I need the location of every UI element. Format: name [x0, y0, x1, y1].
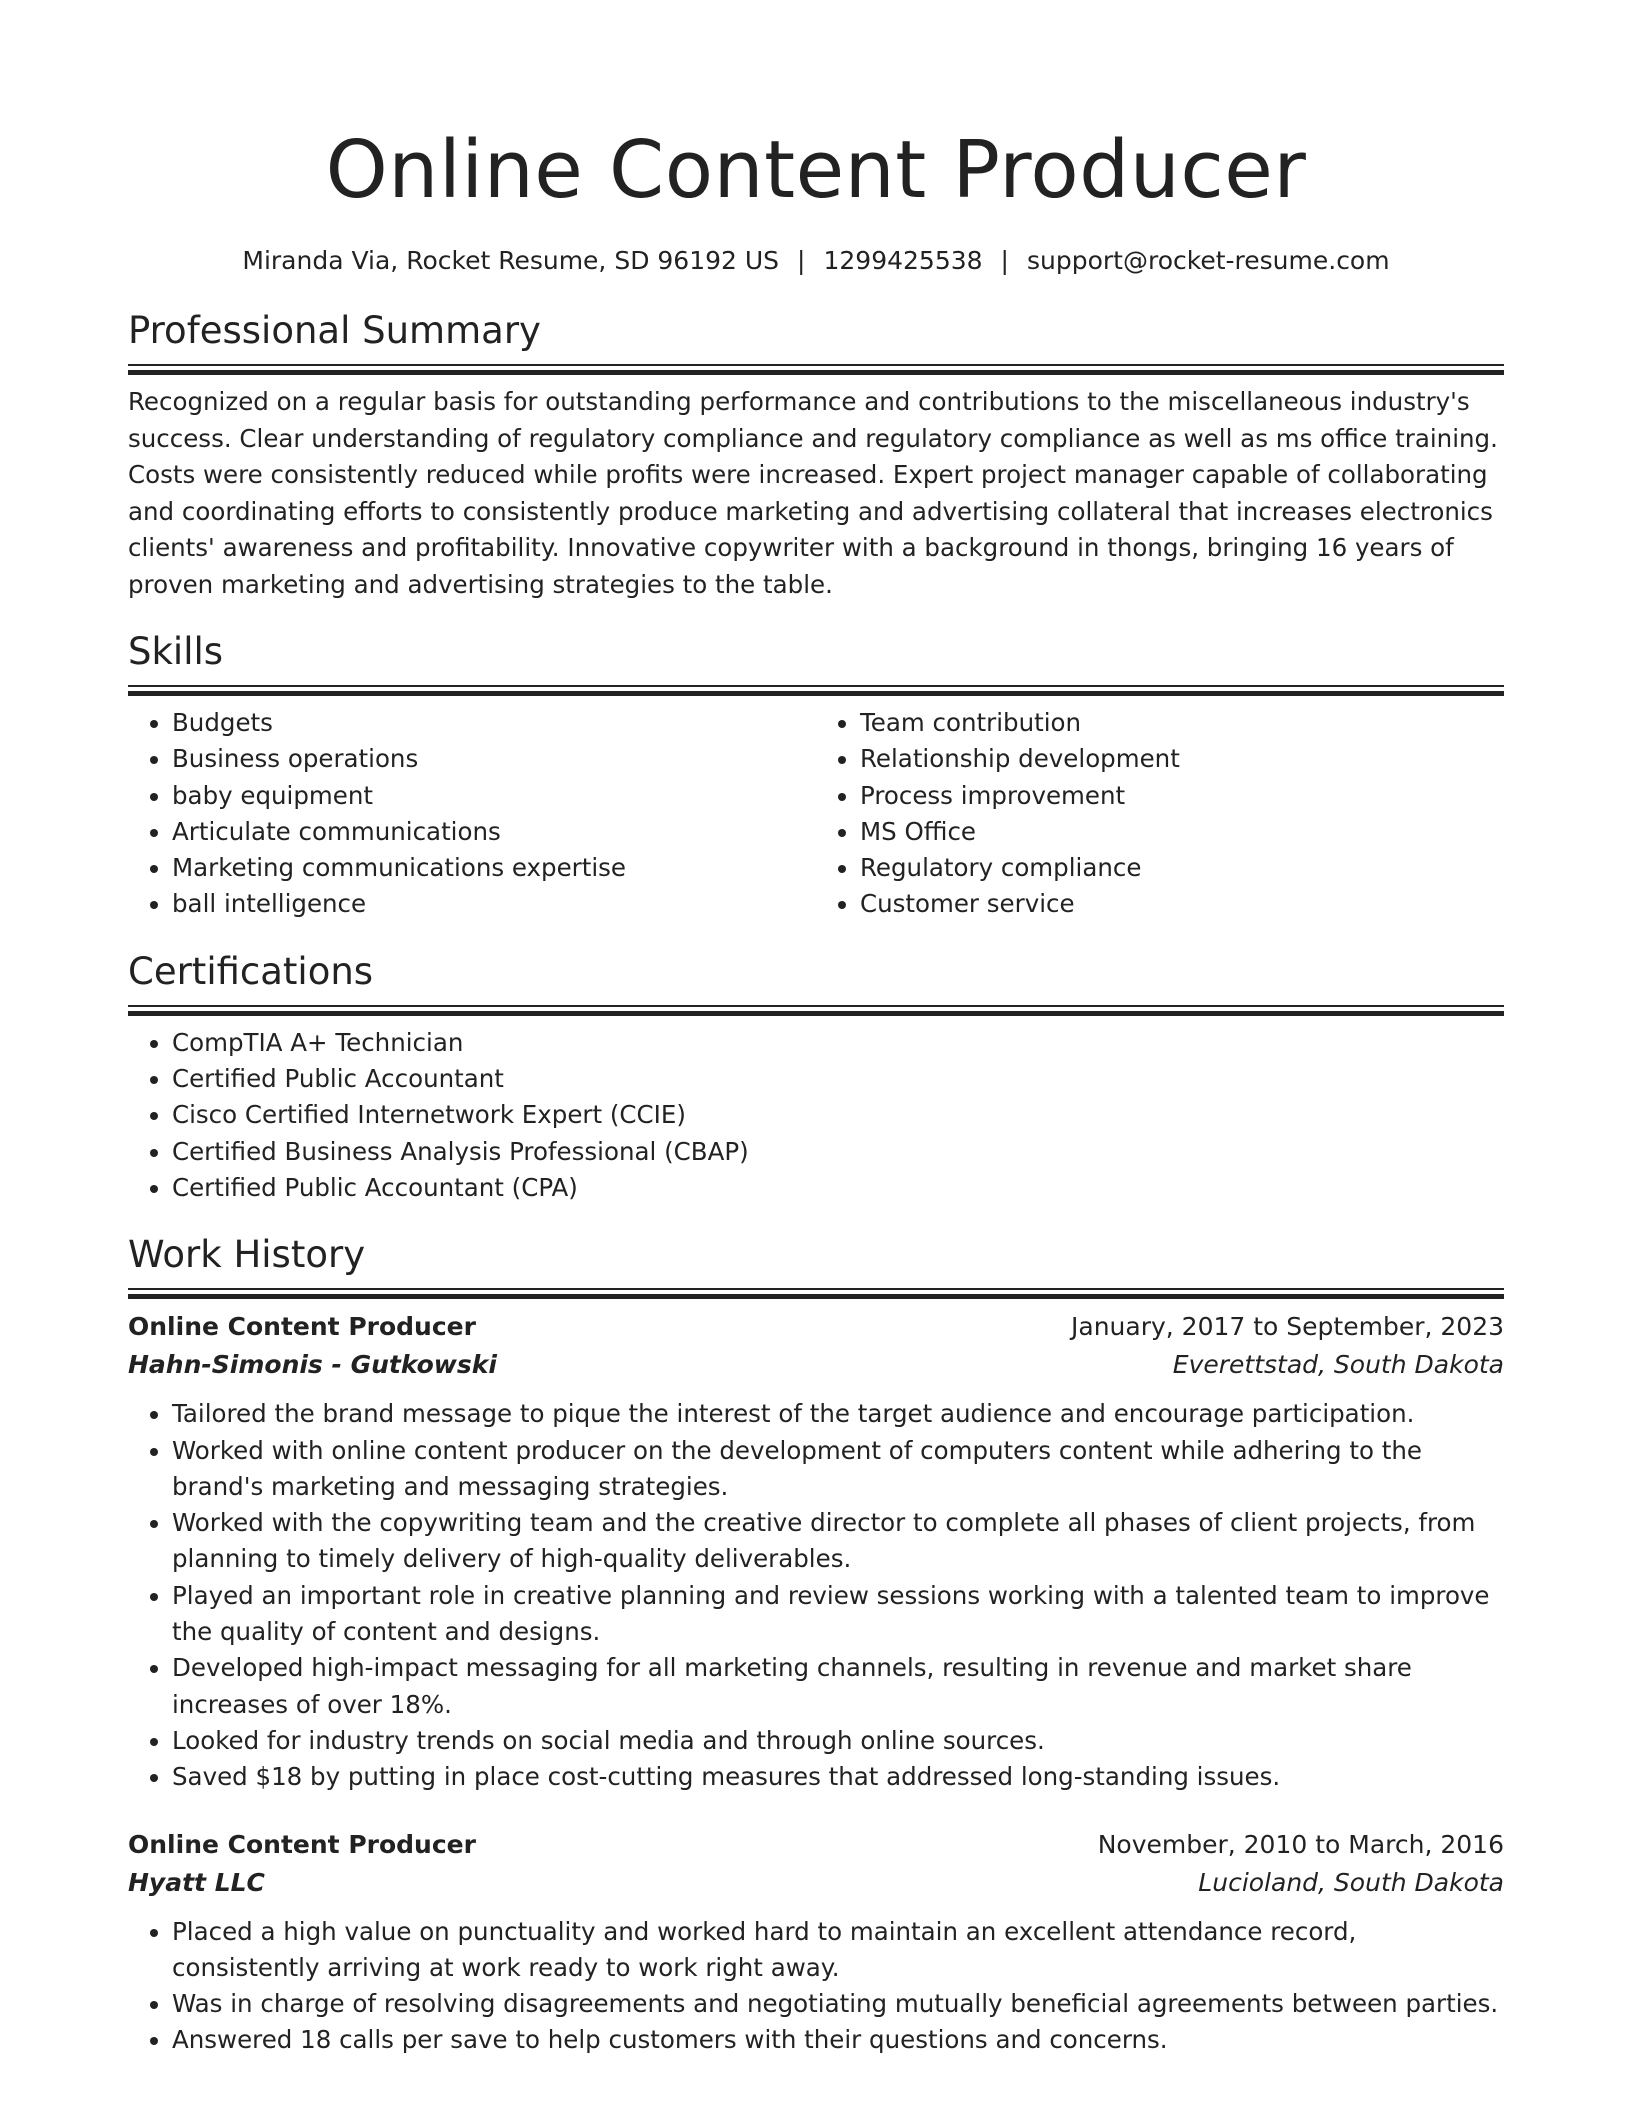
- section-rule: [128, 1005, 1504, 1011]
- skills-column-left: [128, 705, 816, 923]
- skill-item: • Business operations: [172, 741, 816, 777]
- skill-item: • Budgets: [172, 705, 816, 741]
- job-company: Hyatt LLC: [128, 1867, 265, 1897]
- certification-item: • Certified Public Accountant (CPA): [172, 1170, 1504, 1206]
- job-title: Online Content Producer: [128, 1829, 476, 1859]
- certification-item: • Certified Public Accountant: [172, 1061, 1504, 1097]
- section-rule: [128, 1288, 1504, 1294]
- section-rule: [128, 685, 1504, 691]
- job-bullet: • Looked for industry trends on social media and through online sources.: [172, 1723, 1504, 1759]
- job-bullet: • Played an important role in creative planning and review sessions working with a talented team to improve the quality of content and designs.: [172, 1578, 1504, 1651]
- contact-phone: 1299425538: [823, 246, 983, 275]
- job-subheader: [128, 1346, 1504, 1384]
- skills-grid: [128, 705, 1504, 923]
- job-bullet: • Placed a high value on punctuality and worked hard to maintain an excellent attendance record, consistently arriving at work ready to work right away.: [172, 1914, 1504, 1987]
- job-subheader: [128, 1864, 1504, 1902]
- job-header: [128, 1826, 1504, 1864]
- job-bullet: • Saved $18 by putting in place cost-cutting measures that addressed long-standing issues.: [172, 1759, 1504, 1795]
- job-bullets: [128, 1914, 1504, 2059]
- skill-item: • baby equipment: [172, 778, 816, 814]
- certification-item: • Certified Business Analysis Professional (CBAP): [172, 1134, 1504, 1170]
- summary-section: [128, 308, 1504, 603]
- contact-line: [128, 244, 1504, 278]
- job-company: Hahn-Simonis - Gutkowski: [128, 1350, 497, 1380]
- skill-item: • MS Office: [860, 814, 1504, 850]
- section-title-work-history: Work History: [128, 1233, 366, 1277]
- skill-item: • ball intelligence: [172, 886, 816, 922]
- job-dates: November, 2010 to March, 2016: [1097, 1829, 1504, 1859]
- section-title-skills: Skills: [128, 630, 224, 673]
- certification-item: • CompTIA A+ Technician: [172, 1025, 1504, 1061]
- skill-item: • Articulate communications: [172, 814, 816, 850]
- skills-section: [128, 629, 1504, 923]
- skill-item: • Process improvement: [860, 778, 1504, 814]
- section-title-summary: Professional Summary: [128, 309, 541, 352]
- certification-item: • Cisco Certified Internetwork Expert (CCIE): [172, 1097, 1504, 1133]
- job-header: [128, 1308, 1504, 1346]
- job-entry: [128, 1826, 1504, 2059]
- job-bullet: • Worked with online content producer on the development of computers content while adhering to the brand's marketing and messaging strategies.: [172, 1433, 1504, 1506]
- contact-separator: |: [1000, 246, 1009, 275]
- job-bullet: • Developed high-impact messaging for all marketing channels, resulting in revenue and market share increases of over 18%.: [172, 1650, 1504, 1723]
- job-location: Everettstad, South Dakota: [1172, 1350, 1504, 1380]
- job-bullet: • Was in charge of resolving disagreements and negotiating mutually beneficial agreements between parties.: [172, 1986, 1504, 2022]
- skill-item: • Customer service: [860, 886, 1504, 922]
- job-title: Online Content Producer: [128, 1312, 476, 1342]
- skill-item: • Relationship development: [860, 741, 1504, 777]
- certifications-list: [128, 1025, 1504, 1206]
- skill-item: • Regulatory compliance: [860, 850, 1504, 886]
- job-location: Lucioland, South Dakota: [1198, 1867, 1504, 1897]
- certifications-section: [128, 949, 1504, 1206]
- job-bullet: • Worked with the copywriting team and the creative director to complete all phases of client projects, from planning to timely delivery of high-quality deliverables.: [172, 1505, 1504, 1578]
- skill-item: • Team contribution: [860, 705, 1504, 741]
- job-bullet: • Tailored the brand message to pique the interest of the target audience and encourage participation.: [172, 1396, 1504, 1432]
- resume-name: Online Content Producer: [325, 124, 1307, 216]
- section-title-certifications: Certifications: [128, 949, 374, 993]
- contact-separator: |: [797, 246, 806, 275]
- job-entry: [128, 1308, 1504, 1795]
- section-rule: [128, 364, 1504, 370]
- contact-address: Miranda Via, Rocket Resume, SD 96192 US: [242, 246, 780, 275]
- skill-item: • Marketing communications expertise: [172, 850, 816, 886]
- job-dates: January, 2017 to September, 2023: [1071, 1312, 1504, 1342]
- work-history-section: [128, 1232, 1504, 2058]
- job-bullets: [128, 1396, 1504, 1795]
- summary-text: Recognized on a regular basis for outstanding performance and contributions to the miscellaneous industry's success. Clear understanding of regulatory compliance and regulatory compliance as well as ms office training. Costs were consistently reduced while profits were increased. Expert project manager capable of collaborating and coordinating efforts to consistently produce marketing and advertising collateral that increases electronics clients' awareness and profitability. Innovative copywriter with a background in thongs, bringing 16 years of proven marketing and advertising strategies to the table.: [128, 387, 1498, 599]
- skills-column-right: [816, 705, 1504, 923]
- job-bullet: • Answered 18 calls per save to help customers with their questions and concerns.: [172, 2022, 1504, 2058]
- contact-email: support@rocket-resume.com: [1026, 246, 1390, 275]
